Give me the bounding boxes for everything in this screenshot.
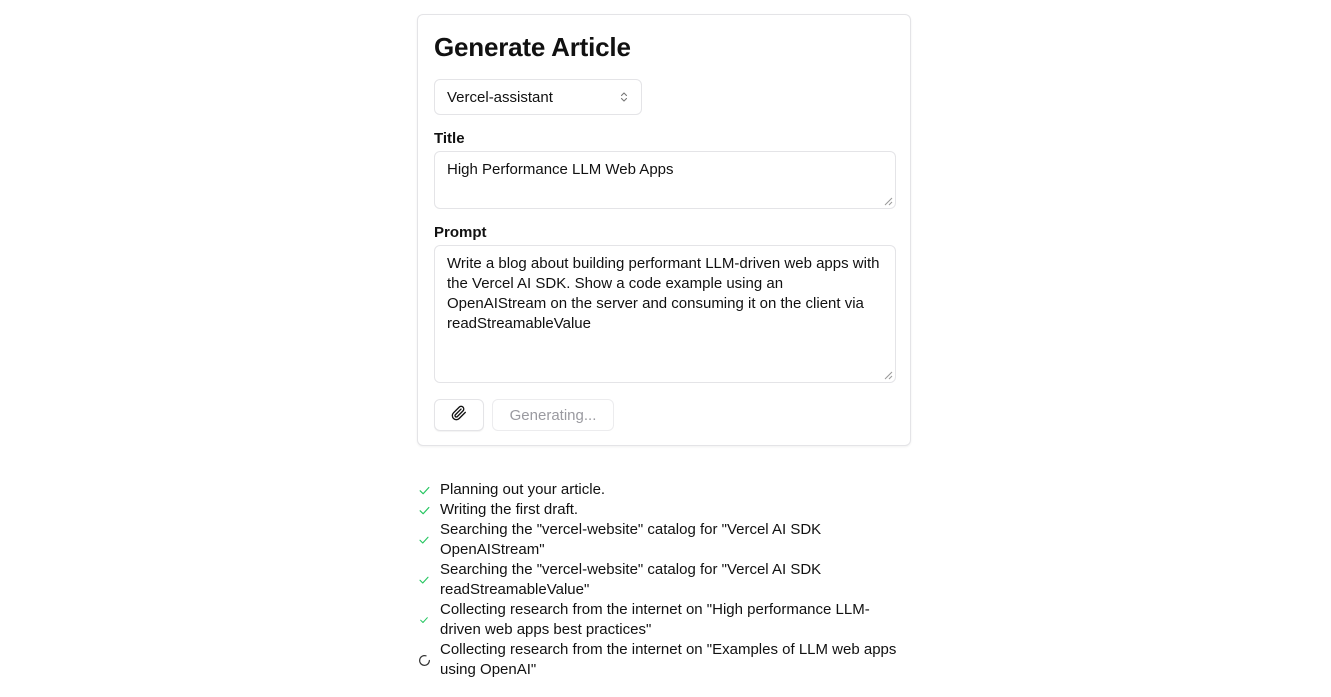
check-icon — [417, 483, 431, 497]
title-textarea[interactable] — [434, 151, 896, 209]
attach-file-button[interactable] — [434, 399, 484, 431]
assistant-select-value: Vercel-assistant — [447, 88, 553, 106]
paperclip-icon — [451, 405, 467, 426]
assistant-select[interactable] — [434, 79, 642, 115]
prompt-textarea-value: Write a blog about building performant LLM-driven web apps with the Vercel AI SDK. Show a code example using an OpenAIStream on the server and consuming it on the client via readStreamableValue — [447, 255, 880, 332]
chevron-up-down-icon — [619, 91, 629, 103]
generate-button[interactable]: Generating... — [492, 399, 614, 431]
step-text: Collecting research from the internet on "High performance LLM-driven web apps best practices" — [440, 601, 870, 638]
step-text: Searching the "vercel-website" catalog for "Vercel AI SDK readStreamableValue" — [440, 561, 822, 598]
step-item — [417, 560, 911, 600]
step-item — [417, 640, 911, 680]
progress-steps — [417, 480, 911, 680]
step-item — [417, 480, 911, 500]
step-text: Planning out your article. — [440, 481, 606, 498]
resize-grip-icon[interactable] — [884, 197, 893, 206]
check-icon — [417, 613, 431, 627]
check-icon — [417, 503, 431, 517]
check-icon — [417, 573, 431, 587]
step-text: Writing the first draft. — [440, 501, 579, 518]
title-textarea-value: High Performance LLM Web Apps — [447, 161, 674, 178]
card-title: Generate Article — [434, 32, 631, 62]
title-label: Title — [434, 130, 465, 147]
prompt-textarea[interactable] — [434, 245, 896, 383]
step-item — [417, 500, 911, 520]
spinner-icon — [417, 653, 431, 667]
resize-grip-icon[interactable] — [884, 371, 893, 380]
step-item — [417, 520, 911, 560]
step-item — [417, 600, 911, 640]
check-icon — [417, 533, 431, 547]
step-text: Searching the "vercel-website" catalog for "Vercel AI SDK OpenAIStream" — [440, 521, 822, 558]
step-text: Collecting research from the internet on "Examples of LLM web apps using OpenAI" — [440, 641, 897, 678]
generate-article-card — [417, 14, 911, 446]
prompt-label: Prompt — [434, 224, 487, 241]
